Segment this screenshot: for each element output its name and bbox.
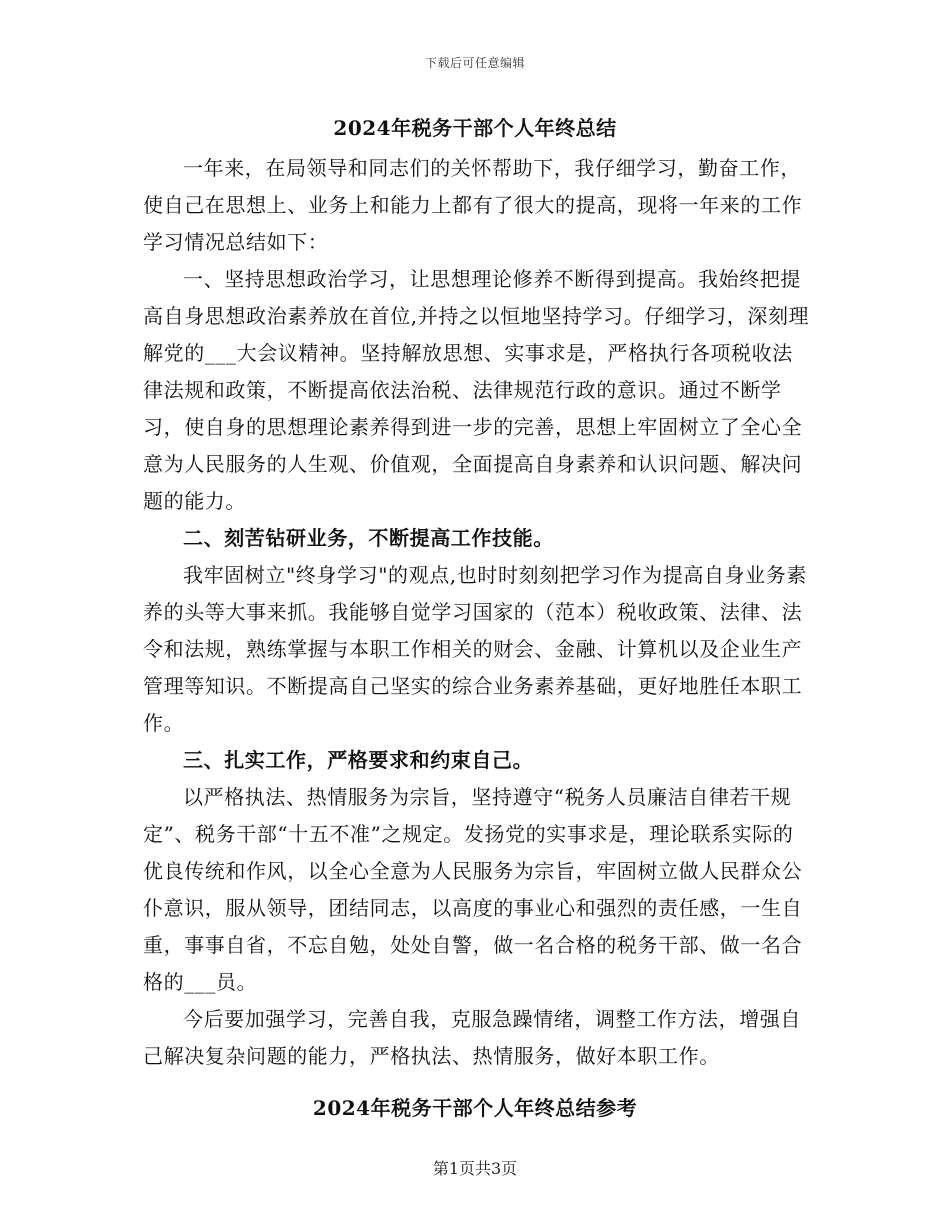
- header-note: 下载后可任意编辑: [424, 56, 525, 70]
- document-body: [143, 150, 813, 1075]
- page-footer: 第1页共3页: [432, 1159, 518, 1178]
- section-2-heading: 二、刻苦钻研业务，不断提高工作技能。: [183, 526, 554, 550]
- intro-paragraph: 一年来，在局领导和同志们的关怀帮助下，我仔细学习，勤奋工作，使自己在思想上、业务上和能力上都有了很大的提高，现将一年来的工作学习情况总结如下：: [143, 156, 803, 254]
- next-document-title: 2024年税务干部个人年终总结参考: [312, 1096, 638, 1120]
- section-1-paragraph: 一、坚持思想政治学习，让思想理论修养不断得到提高。我始终把提高自身思想政治素养放在首位,并持之以恒地坚持学习。仔细学习，深刻理解党的___大会议精神。坚持解放思想、实事求是，严格执行各项税收法律法规和政策，不断提高依法治税、法律规范行政的意识。通过不断学习，使自身的思想理论素养得到进一步的完善，思想上牢固树立了全心全意为人民服务的人生观、价值观，全面提高自身素养和认识问题、解决问题的能力。: [143, 267, 810, 513]
- section-2-paragraph: 我牢固树立"终身学习"的观点,也时时刻刻把学习作为提高自身业务素养的头等大事来抓。我能够自觉学习国家的（范本）税收政策、法律、法令和法规，熟练掌握与本职工作相关的财会、金融、计算机以及企业生产管理等知识。不断提高自己坚实的综合业务素养基础，更好地胜任本职工作。: [143, 563, 807, 735]
- closing-paragraph: 今后要加强学习，完善自我，克服急躁情绪，调整工作方法，增强自己解决复杂问题的能力，严格执法、热情服务，做好本职工作。: [143, 1007, 801, 1068]
- document-title: 2024年税务干部个人年终总结: [333, 116, 617, 140]
- section-3-paragraph: 以严格执法、热情服务为宗旨，坚持遵守“税务人员廉洁自律若干规定”、税务干部“十五不准”之规定。发扬党的实事求是，理论联系实际的优良传统和作风，以全心全意为人民服务为宗旨，牢固树立做人民群众公仆意识，服从领导，团结同志，以高度的事业心和强烈的责任感，一生自重，事事自省，不忘自勉，处处自警，做一名合格的税务干部、做一名合格的___员。: [143, 785, 803, 994]
- section-3-heading: 三、扎实工作，严格要求和约束自己。: [183, 748, 534, 772]
